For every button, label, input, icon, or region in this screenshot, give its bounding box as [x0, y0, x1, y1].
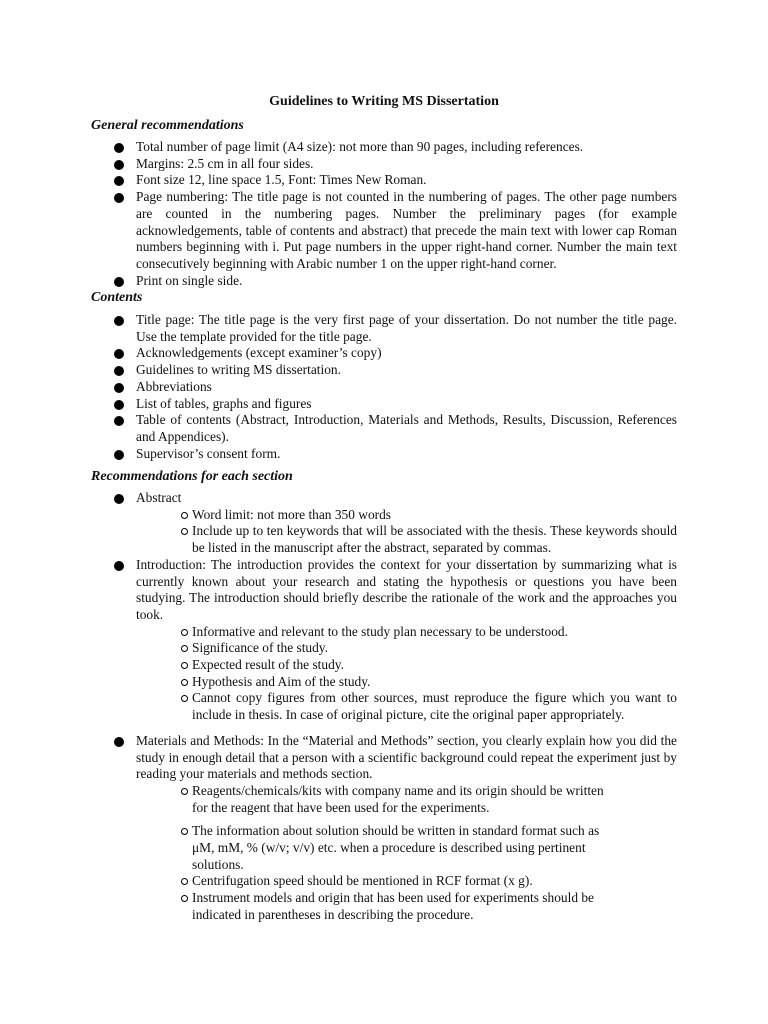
list-item-abstract: Abstract Word limit: not more than 350 words Include up to ten keywords that will be associated with the thesis. These keywords should be listed in the manuscript after the abstract, separated by commas. [113, 490, 677, 557]
bullet-icon [114, 176, 124, 186]
bullet-icon [114, 561, 124, 571]
circle-bullet-icon [181, 878, 188, 885]
bullet-icon [114, 450, 124, 460]
sub-list-item: Significance of the study. [181, 640, 677, 657]
list-item: Guidelines to writing MS dissertation. [113, 362, 677, 379]
circle-bullet-icon [181, 695, 188, 702]
circle-bullet-icon [181, 895, 188, 902]
circle-bullet-icon [181, 679, 188, 686]
sub-list-item: Instrument models and origin that has been used for experiments should be indicated in parentheses in describing the procedure. [181, 890, 621, 923]
circle-bullet-icon [181, 528, 188, 535]
document-title: Guidelines to Writing MS Dissertation [269, 94, 499, 109]
list-item: Margins: 2.5 cm in all four sides. [113, 156, 677, 173]
bullet-icon [114, 366, 124, 376]
circle-bullet-icon [181, 645, 188, 652]
list-item: Print on single side. [113, 273, 677, 290]
circle-bullet-icon [181, 788, 188, 795]
bullet-icon [114, 400, 124, 410]
list-item: Font size 12, line space 1.5, Font: Times New Roman. [113, 172, 677, 189]
sub-list-item: Cannot copy figures from other sources, must reproduce the figure which you want to include in thesis. In case of original picture, cite the original paper appropriately. [181, 690, 677, 723]
sub-list-item: Hypothesis and Aim of the study. [181, 674, 677, 691]
section-heading-recommendations: Recommendations for each section [91, 469, 293, 484]
list-item: List of tables, graphs and figures [113, 396, 677, 413]
abstract-sublist [181, 507, 677, 557]
circle-bullet-icon [181, 629, 188, 636]
section-heading-general: General recommendations [91, 118, 244, 133]
bullet-icon [114, 193, 124, 203]
sub-list-item: The information about solution should be written in standard format such as μM, mM, % (w/v; v/v) etc. when a procedure is described using pertinent solutions. [181, 823, 621, 873]
list-item: Acknowledgements (except examiner’s copy) [113, 345, 677, 362]
recommendations-list [113, 490, 677, 924]
circle-bullet-icon [181, 512, 188, 519]
circle-bullet-icon [181, 828, 188, 835]
list-item: Supervisor’s consent form. [113, 446, 677, 463]
sub-list-item: Expected result of the study. [181, 657, 677, 674]
sub-list-item: Include up to ten keywords that will be associated with the thesis. These keywords should be listed in the manuscript after the abstract, separated by commas. [181, 523, 677, 556]
bullet-icon [114, 494, 124, 504]
bullet-icon [114, 277, 124, 287]
bullet-icon [114, 349, 124, 359]
methods-sublist [181, 783, 621, 924]
sub-list-item: Reagents/chemicals/kits with company name and its origin should be written for the reagent that have been used for the experiments. [181, 783, 621, 816]
list-item: Abbreviations [113, 379, 677, 396]
bullet-icon [114, 416, 124, 426]
list-item-introduction: Introduction: The introduction provides the context for your dissertation by summarizing what is currently known about your research and stating the hypothesis or questions you have been studying. The introduction should briefly describe the rationale of the work and the approaches you took. Informative and relevant to the study plan necessary to be understood. Significance of the study. Expected result of the study. Hypothesis and Aim of the study. Cannot copy figures from other sources, must reproduce the figure which you want to include in thesis. In case of original picture, cite the original paper appropriately. [113, 557, 677, 724]
list-item: Table of contents (Abstract, Introduction, Materials and Methods, Results, Discussion, References and Appendices). [113, 412, 677, 445]
introduction-sublist [181, 624, 677, 724]
list-item-methods: Materials and Methods: In the “Material and Methods” section, you clearly explain how you did the study in enough detail that a person with a scientific background could repeat the experiment just by reading your materials and methods section. Reagents/chemicals/kits with company name and its origin should be written for the reagent that have been used for the experiments. The information about solution should be written in standard format such as μM, mM, % (w/v; v/v) etc. when a procedure is described using pertinent solutions. Centrifugation speed should be mentioned in RCF format (x g). Instrument models and origin that has been used for experiments should be indicated in parentheses in describing the procedure. [113, 733, 677, 924]
circle-bullet-icon [181, 662, 188, 669]
bullet-icon [114, 143, 124, 153]
bullet-icon [114, 160, 124, 170]
general-recommendations-list [113, 139, 677, 289]
bullet-icon [114, 737, 124, 747]
sub-list-item: Word limit: not more than 350 words [181, 507, 677, 524]
bullet-icon [114, 383, 124, 393]
section-heading-contents: Contents [91, 290, 143, 305]
contents-list [113, 312, 677, 462]
sub-list-item: Informative and relevant to the study plan necessary to be understood. [181, 624, 677, 641]
sub-list-item: Centrifugation speed should be mentioned in RCF format (x g). [181, 873, 621, 890]
list-item: Total number of page limit (A4 size): not more than 90 pages, including references. [113, 139, 677, 156]
list-item: Page numbering: The title page is not counted in the numbering of pages. The other page numbers are counted in the numbering pages. Number the preliminary pages (for example acknowledgements, table of contents and abstract) that precede the main text with lower cap Roman numbers beginning with i. Put page numbers in the upper right-hand corner. Number the main text consecutively beginning with Arabic number 1 on the upper right-hand corner. [113, 189, 677, 273]
list-item: Title page: The title page is the very first page of your dissertation. Do not number the title page. Use the template provided for the title page. [113, 312, 677, 345]
bullet-icon [114, 316, 124, 326]
